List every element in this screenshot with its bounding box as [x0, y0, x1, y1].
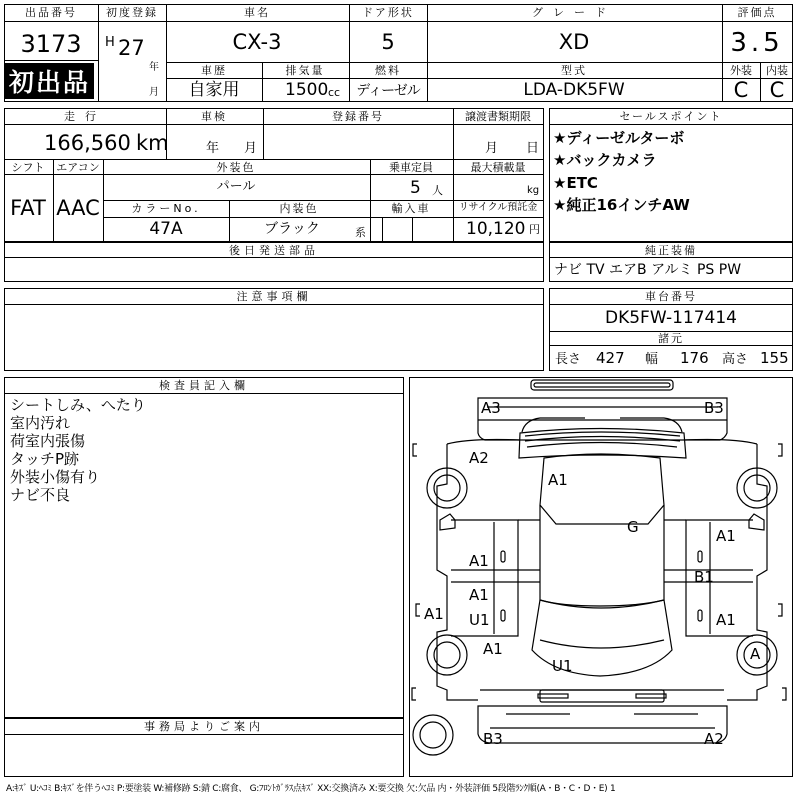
transfer-day-unit: 日 [526, 141, 540, 156]
color-number-label: カラーNo. [131, 202, 201, 215]
door-count: 5 [381, 30, 395, 54]
sales-point-item: ★ETC [553, 174, 598, 192]
lot-number-label: 出品番号 [25, 6, 77, 19]
damage-mark: B3 [483, 730, 503, 748]
exterior-color-label: 外装色 [216, 161, 256, 174]
year-unit: 年 [149, 62, 159, 73]
damage-mark: A1 [469, 552, 489, 570]
max-load-label: 最大積載量 [470, 161, 526, 174]
car-name-label: 車名 [244, 6, 270, 19]
aircon: AAC [56, 196, 100, 220]
damage-mark: A1 [424, 605, 444, 623]
damage-mark: A1 [716, 527, 736, 545]
damage-mark: A2 [704, 730, 724, 748]
interior-grade: C [769, 78, 785, 102]
overall-score: 3.5 [730, 28, 784, 58]
displacement-label: 排気量 [285, 64, 325, 77]
inspector-remark: ナビ不良 [10, 486, 71, 504]
inspector-remark: 室内汚れ [10, 414, 71, 432]
damage-mark: A1 [716, 611, 736, 629]
door-type-label: ドア形状 [362, 6, 414, 19]
person-unit: 人 [432, 184, 443, 197]
sales-point-item: ★ディーゼルターボ [553, 129, 685, 147]
inspection-label: 車検 [201, 110, 227, 123]
car-diagram [409, 377, 793, 777]
chassis-number-label: 車台番号 [645, 290, 697, 303]
inspector-remark: 外装小傷有り [10, 468, 101, 486]
score-label: 評価点 [737, 6, 777, 19]
damage-mark: G [627, 518, 639, 536]
height: 155 [760, 349, 789, 367]
mileage: 166,560 [44, 131, 131, 155]
recycle-deposit-label: リサイクル預託金 [458, 202, 538, 213]
damage-mark: A3 [481, 399, 501, 417]
type-code: LDA-DK5FW [523, 80, 625, 100]
damage-mark: U1 [552, 657, 573, 675]
recycle-deposit: 10,120 [466, 219, 526, 239]
capacity-label: 乗車定員 [389, 161, 433, 174]
exterior-grade: C [733, 78, 749, 102]
interior-color-label: 内装色 [279, 202, 319, 215]
sales-points-label: セールスポイント [619, 110, 723, 123]
color-number: 47A [149, 219, 183, 239]
sales-point-item: ★純正16インチAW [553, 196, 690, 214]
car-name: CX-3 [232, 30, 282, 54]
capacity: 5 [410, 178, 421, 198]
aircon-label: エアコン [56, 161, 100, 174]
km-unit: km [136, 131, 169, 155]
damage-mark: A1 [469, 586, 489, 604]
equipment-label: 純正装備 [645, 244, 697, 257]
damage-mark: A1 [483, 640, 503, 658]
later-parts-label: 後日発送部品 [229, 244, 319, 257]
damage-mark: A1 [548, 471, 568, 489]
color-family-suffix: 系 [355, 226, 366, 239]
inspection-year-unit: 年 [206, 141, 220, 156]
mileage-label: 走行 [64, 110, 106, 123]
equipment-list: ナビ TV エアB アルミ PS PW [554, 262, 742, 278]
height-label: 高さ [722, 352, 749, 367]
transfer-month-unit: 月 [485, 141, 499, 156]
width: 176 [680, 349, 709, 367]
era-prefix: H [105, 35, 115, 50]
inspection-month-unit: 月 [244, 141, 258, 156]
import-car-label: 輸入車 [391, 202, 431, 215]
grade: XD [558, 30, 590, 54]
width-label: 幅 [645, 352, 659, 367]
office-guidance-label: 事務局よりご案内 [144, 720, 264, 733]
exterior-color: パール [216, 179, 256, 194]
month-unit: 月 [149, 87, 159, 98]
inspector-remark: 荷室内張傷 [10, 432, 86, 450]
shift: FAT [10, 196, 46, 220]
shift-label: シフト [11, 161, 45, 174]
inspector-remark: シートしみ、へたり [10, 396, 146, 414]
grade-label: グレード [532, 6, 616, 19]
notes-label: 注意事項欄 [236, 290, 312, 303]
type-label: 型式 [561, 64, 587, 77]
first-registration-label: 初度登録 [106, 6, 158, 19]
history: 自家用 [188, 80, 240, 100]
damage-mark: B1 [694, 568, 714, 586]
registration-year: 27 [118, 36, 145, 60]
damage-mark: A [750, 645, 761, 663]
cc-unit: cc [328, 86, 341, 99]
inspector-remarks-label: 検査員記入欄 [159, 379, 249, 392]
length: 427 [596, 349, 625, 367]
sales-point-item: ★バックカメラ [553, 151, 657, 169]
damage-code-legend: A:ｷｽﾞ U:ﾍｺﾐ B:ｷｽﾞを伴うﾍｺﾐ P:要塗装 W:補修跡 S:錆 C:腐食、 G:ﾌﾛﾝﾄｶﾞﾗｽ点ｷｽﾞ XX:交換済み X:要交換 欠:欠品 内・外装評価 5段階ﾗﾝｸ順(A・B・C・D・E) 1 [6, 784, 616, 794]
transfer-deadline-label: 譲渡書類期限 [465, 110, 531, 123]
inspector-remark: タッチP跡 [10, 450, 80, 468]
kg-unit: kg [527, 185, 540, 196]
length-label: 長さ [555, 352, 582, 367]
chassis-number: DK5FW-117414 [605, 308, 737, 328]
fuel: ディーゼル [356, 83, 420, 99]
interior-color: ブラック [264, 221, 320, 237]
yen-unit: 円 [529, 223, 540, 236]
exterior-grade-label: 外装 [730, 64, 752, 77]
displacement: 1500 [285, 80, 329, 100]
damage-mark: B3 [704, 399, 724, 417]
dimensions-label: 諸元 [658, 332, 684, 345]
fuel-label: 燃料 [375, 64, 401, 77]
first-listing-badge: 初出品 [5, 63, 94, 99]
damage-mark: A2 [469, 449, 489, 467]
plate-number-label: 登録番号 [332, 110, 384, 123]
interior-grade-label: 内装 [766, 64, 788, 77]
damage-mark: U1 [469, 611, 490, 629]
lot-number: 3173 [20, 30, 82, 58]
history-label: 車歴 [201, 64, 227, 77]
